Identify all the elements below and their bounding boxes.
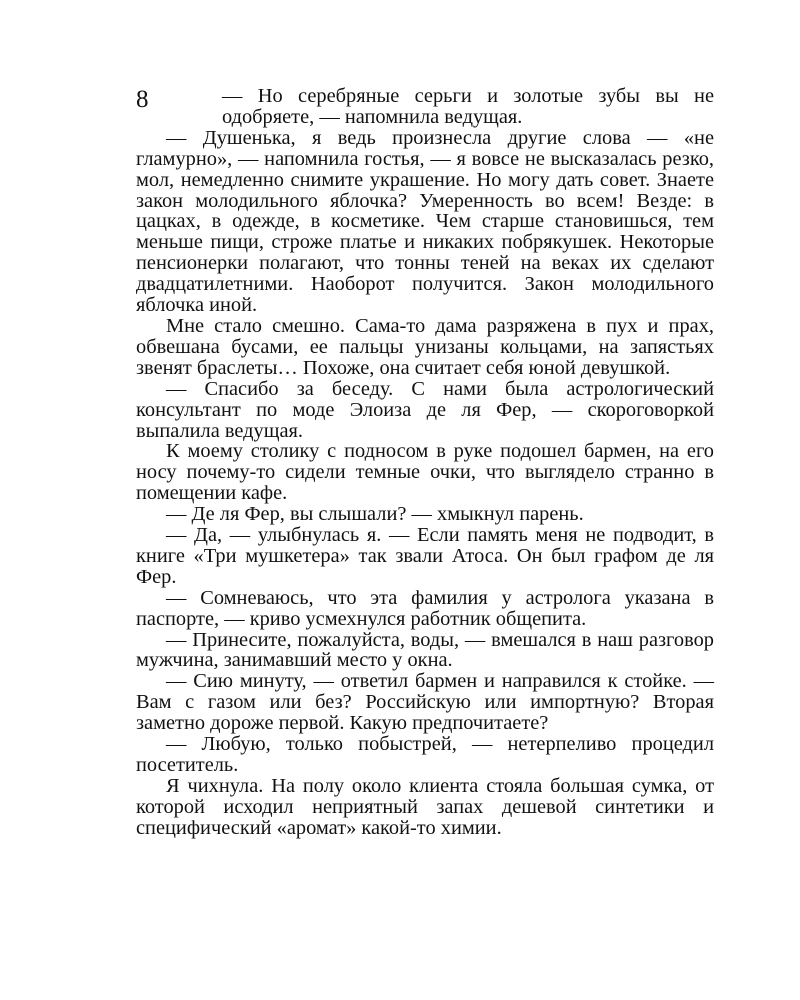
paragraph: — Принесите, пожалуйста, воды, — вмешался в наш разговор мужчина, занимавший место у окна. xyxy=(136,628,714,672)
paragraph: К моему столику с подносом в руке подошел бармен, на его носу почему-то сидели темные очки, что выглядело странно в помещении кафе. xyxy=(136,440,714,505)
paragraph: — Любую, только побыстрей, — нетерпеливо процедил посетитель. xyxy=(136,733,714,776)
paragraph: — Спасибо за беседу. С нами была астрологический консультант по моде Элоиза де ля Фер, — скороговоркой выпалила ведущая. xyxy=(136,377,714,442)
paragraph: — Сию минуту, — ответил бармен и направился к стойке. — Вам с газом или без? Российскую или импортную? Вторая заметно дороже первой. Какую предпочитаете? xyxy=(136,670,714,735)
paragraph: Мне стало смешно. Сама-то дама разряжена в пух и прах, обвешана бусами, ее пальцы унизаны кольцами, на запястьях звенят браслеты… Похоже, она считает себя юной девушкой. xyxy=(136,314,714,379)
body-text xyxy=(136,86,714,839)
page-number: 8 xyxy=(136,86,149,113)
paragraph: — Де ля Фер, вы слышали? — хмыкнул парень. xyxy=(166,503,584,526)
paragraph: — Но серебряные серьги и золотые зубы вы не одобряете, — напомнила ведущая. xyxy=(222,85,714,128)
paragraph: — Сомневаюсь, что эта фамилия у астролога указана в паспорте, — криво усмехнулся работник общепита. xyxy=(136,586,714,630)
paragraph: — Да, — улыбнулась я. — Если память меня не подводит, в книге «Три мушкетера» так звали Атоса. Он был графом де ля Фер. xyxy=(136,524,714,588)
paragraph: Я чихнула. На полу около клиента стояла большая сумка, от которой исходил неприятный запах дешевой синтетики и специфический «аромат» какой-то химии. xyxy=(136,774,714,839)
paragraph: — Душенька, я ведь произнесла другие слова — «не гламурно», — напомнила гостья, — я вовсе не высказалась резко, мол, немедленно снимите украшение. Но могу дать совет. Знаете закон молодильного яблочка? Умеренность во всем! Везде: в цацках, в одежде, в косметике. Чем старше становишься, тем меньше пищи, строже платье и никаких побрякушек. Некоторые пенсионерки полагают, что тонны теней на веках их сделают двадцатилетними. Наоборот получится. Закон молодильного яблочка иной. xyxy=(136,126,714,317)
